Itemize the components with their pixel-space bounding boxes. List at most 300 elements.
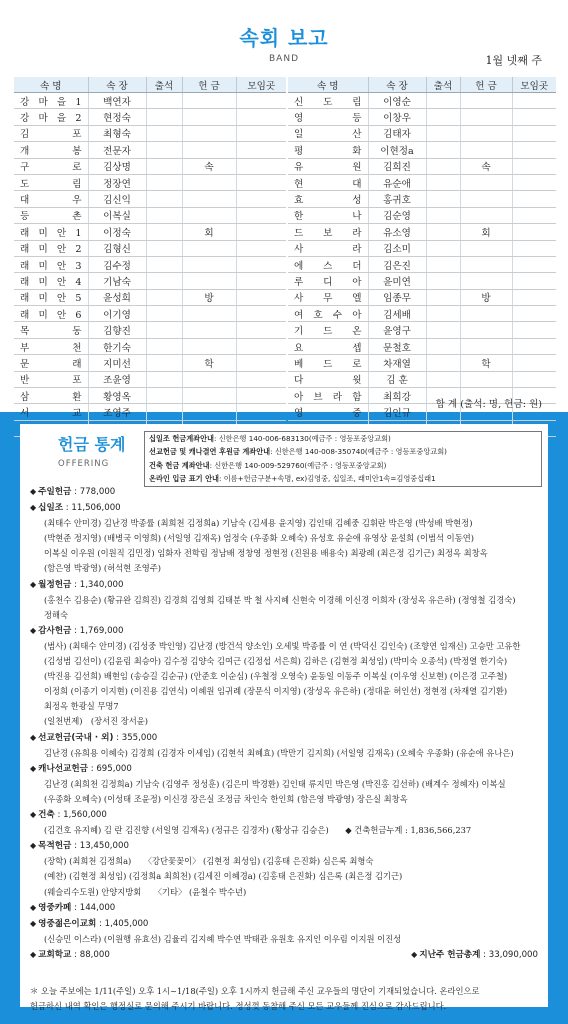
table-cell-name: 한 나 [288, 207, 368, 223]
table-row [288, 355, 556, 371]
diamond-icon: ◆ [411, 950, 418, 959]
bank-account-box [144, 431, 542, 487]
diamond-icon: ◆ [30, 950, 37, 959]
section-header [30, 577, 542, 593]
table-cell-place [512, 109, 556, 125]
table-cell-leader: 김순영 [368, 207, 426, 223]
table-cell-attend [426, 109, 460, 125]
section-header [30, 900, 542, 916]
table-row [288, 273, 556, 289]
section-line: 이복실 이우원 (이원직 김민정) 임화자 전학림 정남배 정창영 정현정 (진원용 배용숙) 최광례 (최은정 김기근) 최정옥 최창옥 [44, 548, 488, 559]
table-cell-leader: 김태자 [368, 125, 426, 141]
diamond-icon: ◆ [30, 810, 37, 820]
table-cell-offering: 방 [182, 289, 236, 305]
table-cell-offering [182, 322, 236, 338]
table-cell-name: 평 화 [288, 142, 368, 158]
section-body [30, 932, 542, 947]
table-cell-name: 에 스 더 [288, 256, 368, 272]
table-cell-leader: 백연자 [88, 93, 146, 109]
table-cell-attend [146, 158, 182, 174]
table-row [288, 93, 556, 109]
table-cell-leader: 김신익 [88, 191, 146, 207]
table-row [14, 404, 286, 420]
table-cell-place [512, 207, 556, 223]
table-cell-attend [426, 158, 460, 174]
table-cell-leader: 이영순 [368, 93, 426, 109]
table-cell-leader: 김상명 [88, 158, 146, 174]
section-amount: : 144,000 [71, 902, 116, 913]
section-amount: : 13,450,000 [71, 841, 129, 852]
table-cell-name: 다 윗 [288, 371, 368, 387]
offering-section [30, 761, 542, 807]
section-line: 최정옥 한광실 무명7 [44, 701, 119, 712]
table-cell-name: 사 무 엘 [288, 289, 368, 305]
table-row [14, 306, 286, 322]
table-cell-attend [426, 191, 460, 207]
table-cell-name: 구 로 [14, 158, 88, 174]
table-cell-offering: 속 [182, 158, 236, 174]
table-cell-offering [460, 322, 512, 338]
table-cell-place [236, 191, 286, 207]
table-row [288, 306, 556, 322]
table-cell-attend [146, 388, 182, 404]
section-line: (우종화 오혜숙) (이성태 조윤정) 이신경 장은실 조정금 차인숙 한인희 (함은영 박광영) 장은실 최창옥 [44, 793, 408, 804]
table-cell-place [236, 240, 286, 256]
offering-section [30, 807, 542, 838]
section-title: 목적헌금 [38, 841, 72, 852]
attendance-table-right [288, 77, 556, 437]
section-line: (함은영 박광영) (허석현 조영주) [44, 563, 162, 574]
table-cell-place [512, 174, 556, 190]
table-cell-offering [182, 256, 236, 272]
table-cell-attend [146, 125, 182, 141]
table-cell-leader: 임종무 [368, 289, 426, 305]
table-cell-attend [146, 355, 182, 371]
table-row [288, 158, 556, 174]
section-line: (홍천수 김용순) (황규완 김희진) 김경희 김영희 김태분 박 철 사지혜 신현숙 이경해 이신경 이희자 (장성옥 유은하) (정영철 김경숙) [44, 594, 516, 605]
section-body [30, 854, 542, 899]
table-cell-offering: 학 [460, 355, 512, 371]
table-cell-leader: 홍귀호 [368, 191, 426, 207]
section-body [30, 823, 542, 838]
table-cell-name: 영 중 [288, 404, 368, 420]
table-row [14, 388, 286, 404]
table-cell-offering [182, 306, 236, 322]
table-cell-attend [146, 240, 182, 256]
section-title: 주일헌금 [38, 487, 72, 497]
column-header: 속 명 [288, 77, 368, 93]
account-text: : 신한은행 140-006-683130(예금주 : 영등포중앙교회) [214, 434, 391, 443]
table-cell-attend [146, 371, 182, 387]
section-line: (장학) (최희천 김정희a) 〈강단꽃꽂이〉 (김현정 최성임) (김홍태 은진화) 심은록 최형숙 [44, 856, 374, 867]
table-cell-attend [146, 306, 182, 322]
table-cell-place [512, 240, 556, 256]
column-header: 속 명 [14, 77, 88, 93]
table-cell-attend [426, 174, 460, 190]
section-title: 교회학교 [38, 950, 72, 960]
section-line: (박진용 김선희) 배현임 (송승길 김순규) (안준호 이순심) (우철정 오영숙) 윤동일 이동주 이복실 (이우영 신보현) (이은경 고주철) [44, 671, 508, 682]
offering-section [30, 838, 542, 899]
diamond-icon: ◆ [30, 732, 37, 742]
table-cell-offering [182, 142, 236, 158]
table-cell-leader: 지미선 [88, 355, 146, 371]
section-line: (예찬) (김현정 최성임) (김정희a 최희천) (김세진 이혜경a) (김홍태 은진화) 심은록 (최은정 김기근) [44, 871, 403, 882]
table-cell-attend [426, 371, 460, 387]
table-row [288, 338, 556, 354]
table-cell-leader: 이창우 [368, 109, 426, 125]
account-text: : 이름+헌금구분+속명, ex)김영중, 십일조, 래미안1속=김영중십래1 [219, 473, 436, 483]
table-row [14, 93, 286, 109]
table-row [288, 322, 556, 338]
table-cell-leader: 김소미 [368, 240, 426, 256]
table-row [288, 142, 556, 158]
table-cell-leader: 윤영구 [368, 322, 426, 338]
account-line [149, 459, 537, 472]
table-cell-leader: 김수정 [88, 256, 146, 272]
section-header [30, 484, 542, 500]
attendance-total: 합 계 (출석: 명, 헌금: 원) [435, 399, 542, 410]
table-cell-attend [426, 125, 460, 141]
table-row [288, 191, 556, 207]
table-cell-attend [146, 256, 182, 272]
table-cell-name: 현 대 [288, 174, 368, 190]
section-header [30, 947, 542, 963]
table-cell-name: 강 마 을 1 [14, 93, 88, 109]
section-amount: : 88,000 [71, 950, 110, 960]
table-cell-attend [146, 322, 182, 338]
table-cell-place [512, 338, 556, 354]
table-cell-name: 래 미 안 1 [14, 224, 88, 240]
column-header: 출석 [146, 77, 182, 93]
table-cell-offering [182, 273, 236, 289]
table-row [14, 371, 286, 387]
diamond-icon: ◆ [30, 918, 37, 928]
table-cell-place [512, 256, 556, 272]
table-cell-name: 강 마 을 2 [14, 109, 88, 125]
table-cell-place [236, 338, 286, 354]
table-cell-name: 서 교 [14, 404, 88, 420]
offering-section [30, 916, 542, 947]
table-row [288, 240, 556, 256]
section-line: (김성범 김선이) (김윤림 최승아) 김수정 김양숙 김여근 (김정섭 서은희) 김하은 (김현정 최성임) (박미숙 오종석) (박정열 한기숙) [44, 656, 508, 667]
table-cell-place [236, 322, 286, 338]
table-row [14, 207, 286, 223]
table-cell-attend [146, 289, 182, 305]
diamond-icon: ◆ [30, 503, 37, 513]
table-cell-place [512, 224, 556, 240]
column-header: 모임곳 [512, 77, 556, 93]
accumulated-title: 지난주 헌금총계 [419, 950, 481, 960]
table-row [14, 109, 286, 125]
offering-subtitle: OFFERING [58, 459, 110, 469]
table-cell-leader: 유소영 [368, 224, 426, 240]
table-cell-attend [426, 240, 460, 256]
account-text: : 신한은행 140-008-350740(예금주 : 영등포중앙교회) [270, 447, 447, 457]
table-cell-name: 아 브 라 함 [288, 388, 368, 404]
table-cell-attend [426, 93, 460, 109]
table-row [14, 273, 286, 289]
table-cell-offering [182, 338, 236, 354]
table-cell-name: 사 라 [288, 240, 368, 256]
section-line: (최태수 안미경) 김난경 박종률 (최희천 김정희a) 기남숙 (김세용 윤지영) 김인태 김혜중 김휘란 박은영 (박성배 박현정) [44, 518, 473, 529]
table-cell-attend [426, 207, 460, 223]
table-cell-place [512, 191, 556, 207]
offering-section [30, 623, 542, 730]
table-row [288, 174, 556, 190]
table-cell-place [236, 289, 286, 305]
table-cell-name: 기 드 온 [288, 322, 368, 338]
section-title: 영중젊은이교회 [38, 918, 97, 929]
table-cell-place [512, 273, 556, 289]
table-cell-place [512, 93, 556, 109]
section-amount: : 355,000 [113, 732, 158, 743]
table-row [14, 224, 286, 240]
table-cell-name: 래 미 안 2 [14, 240, 88, 256]
table-cell-place [236, 158, 286, 174]
table-row [14, 256, 286, 272]
table-cell-name: 래 미 안 4 [14, 273, 88, 289]
table-cell-offering: 회 [182, 224, 236, 240]
table-cell-place [512, 355, 556, 371]
table-cell-name: 베 드 로 [288, 355, 368, 371]
table-cell-offering [182, 125, 236, 141]
table-cell-name: 여 호 수 아 [288, 306, 368, 322]
table-cell-leader: 이정숙 [88, 224, 146, 240]
section-amount: : 1,405,000 [96, 918, 149, 929]
section-line: 정해숙 [44, 609, 69, 620]
table-cell-offering [460, 109, 512, 125]
table-cell-offering [182, 109, 236, 125]
table-cell-leader: 김 훈 [368, 371, 426, 387]
table-cell-leader: 김희진 [368, 158, 426, 174]
table-cell-name: 유 원 [288, 158, 368, 174]
offering-section [30, 947, 542, 963]
table-row [288, 224, 556, 240]
table-cell-name: 래 미 안 5 [14, 289, 88, 305]
diamond-icon: ◆ [30, 841, 37, 851]
table-cell-attend [146, 109, 182, 125]
table-cell-place [236, 273, 286, 289]
table-cell-place [512, 158, 556, 174]
section-line: 이정희 (이종기 이지현) (이진용 김연식) 이혜원 임귀례 (장문식 이지영) (장성옥 유은하) (정대윤 허인선) 정현정 (차재열 김기환) [44, 686, 508, 697]
table-row [14, 240, 286, 256]
section-amount: : 11,506,000 [63, 503, 121, 514]
table-cell-attend [146, 93, 182, 109]
table-cell-offering [460, 240, 512, 256]
table-cell-leader: 최희강 [368, 388, 426, 404]
table-cell-place [236, 256, 286, 272]
table-cell-offering [460, 93, 512, 109]
diamond-icon: ◆ [30, 763, 37, 773]
table-cell-place [236, 207, 286, 223]
table-cell-name: 래 미 안 6 [14, 306, 88, 322]
section-line: 김난경 (최희천 김정희a) 기남숙 (김영주 정성훈) (김은미 박경환) 김인태 류지민 박은영 (박진홍 김선하) (배계수 정혜자) 이복실 [44, 778, 506, 789]
section-body [30, 593, 542, 623]
table-row [14, 142, 286, 158]
offering-section [30, 577, 542, 623]
table-cell-attend [426, 338, 460, 354]
table-row [14, 338, 286, 354]
table-cell-offering [182, 207, 236, 223]
table-cell-offering [182, 93, 236, 109]
note-line: ＊ 오늘 주보에는 1/11(주일) 오후 1시~1/18(주일) 오후 1시까지 헌금해 주신 교우들의 명단이 기재되었습니다. 온라인으로 [30, 986, 480, 996]
offering-section [30, 500, 542, 576]
table-cell-attend [426, 273, 460, 289]
table-cell-name: 반 포 [14, 371, 88, 387]
table-cell-attend [426, 306, 460, 322]
section-amount: : 1,560,000 [54, 810, 107, 821]
table-cell-attend [146, 207, 182, 223]
section-title: 감사헌금 [38, 625, 72, 636]
section-header [30, 916, 542, 932]
table-cell-attend [146, 174, 182, 190]
table-cell-leader: 김인규 [368, 404, 426, 420]
table-cell-leader: 이현정a [368, 142, 426, 158]
table-cell-attend [146, 191, 182, 207]
table-row [14, 322, 286, 338]
section-body [30, 777, 542, 807]
column-header: 속 장 [88, 77, 146, 93]
table-cell-offering [460, 256, 512, 272]
section-header [30, 623, 542, 639]
diamond-icon: ◆ [30, 487, 37, 496]
table-cell-name: 루 디 아 [288, 273, 368, 289]
column-header: 헌 금 [460, 77, 512, 93]
offering-section [30, 730, 542, 761]
table-cell-place [236, 404, 286, 420]
table-cell-leader: 조영주 [88, 404, 146, 420]
accumulated-total [411, 947, 538, 963]
table-cell-attend [426, 256, 460, 272]
table-cell-name: 요 셉 [288, 338, 368, 354]
table-row [14, 125, 286, 141]
account-label: 건축 헌금 계좌안내 [149, 460, 210, 470]
table-row [14, 355, 286, 371]
section-line: 김난경 (유희용 이혜숙) 김경희 (김경자 이세임) (김현석 최혜효) (박만기 김지희) (서일영 김재옥) (오혜숙 우종화) (유순애 유나은) [44, 747, 514, 758]
table-cell-place [236, 224, 286, 240]
section-body [30, 516, 542, 576]
section-title: 캐나선교헌금 [38, 763, 88, 774]
table-row [288, 207, 556, 223]
account-label: 온라인 입금 표기 안내 [149, 473, 219, 483]
table-cell-name: 효 성 [288, 191, 368, 207]
table-cell-name: 문 래 [14, 355, 88, 371]
table-cell-leader: 윤미연 [368, 273, 426, 289]
table-row [14, 174, 286, 190]
table-cell-leader: 정장연 [88, 174, 146, 190]
table-cell-leader: 조윤영 [88, 371, 146, 387]
table-cell-place [512, 142, 556, 158]
table-cell-name: 래 미 안 3 [14, 256, 88, 272]
column-header: 출석 [426, 77, 460, 93]
table-cell-place [236, 174, 286, 190]
offering-card [20, 424, 548, 1011]
table-cell-place [512, 371, 556, 387]
offering-title: 헌금 통계 [58, 435, 126, 454]
table-cell-offering: 방 [460, 289, 512, 305]
week-label: 1월 넷째 주 [485, 54, 542, 67]
table-cell-leader: 김은진 [368, 256, 426, 272]
section-amount: : 778,000 [71, 487, 116, 497]
table-cell-offering [460, 273, 512, 289]
table-cell-offering [460, 142, 512, 158]
table-cell-name: 도 림 [14, 174, 88, 190]
table-cell-leader: 기남숙 [88, 273, 146, 289]
table-cell-name: 신 도 림 [288, 93, 368, 109]
table-cell-offering [182, 174, 236, 190]
column-header: 모임곳 [236, 77, 286, 93]
table-cell-attend [426, 142, 460, 158]
table-cell-offering [182, 371, 236, 387]
column-header: 헌 금 [182, 77, 236, 93]
section-line: (박현준 정지영) (배병국 이영희) (서일영 김재옥) 엄정숙 (우종화 오혜숙) 유성호 유순애 유영상 윤설희 (이범석 이동연) [44, 533, 474, 544]
table-cell-leader: 유순애 [368, 174, 426, 190]
page-subtitle: BAND [269, 54, 299, 64]
table-cell-leader: 김형신 [88, 240, 146, 256]
section-amount: : 1,340,000 [71, 579, 124, 590]
table-cell-attend [146, 338, 182, 354]
table-cell-place [236, 355, 286, 371]
table-cell-offering [460, 338, 512, 354]
table-cell-place [236, 109, 286, 125]
table-cell-leader: 한기숙 [88, 338, 146, 354]
table-cell-attend [146, 142, 182, 158]
table-cell-offering [460, 125, 512, 141]
table-cell-offering [460, 174, 512, 190]
table-row [288, 256, 556, 272]
table-cell-offering [182, 404, 236, 420]
offering-section [30, 484, 542, 500]
table-cell-name: 김 포 [14, 125, 88, 141]
table-cell-offering [182, 191, 236, 207]
table-cell-leader: 이복실 [88, 207, 146, 223]
offering-section [30, 900, 542, 916]
section-line: (김건호 유지혜) 김 란 김진향 (서일영 김재옥) (정규은 김경자) (황상규 김승은) ◆ 건축헌금누계 : 1,836,566,237 [44, 825, 472, 836]
diamond-icon: ◆ [30, 902, 37, 912]
section-line: (웨슬리수도원) 안양지방회 〈기타〉 (윤철수 박수년) [44, 886, 247, 897]
section-header [30, 500, 542, 516]
account-label: 십일조 헌금계좌안내 [149, 434, 214, 443]
offering-note [30, 984, 540, 1014]
section-title: 선교헌금(국내 · 외) [38, 732, 114, 743]
section-amount: : 695,000 [87, 763, 132, 774]
table-cell-place [512, 289, 556, 305]
table-cell-name: 드 보 라 [288, 224, 368, 240]
table-cell-attend [426, 289, 460, 305]
table-cell-offering: 학 [182, 355, 236, 371]
account-label: 선교헌금 및 캐나결연 후원금 계좌안내 [149, 447, 271, 457]
table-cell-place [236, 125, 286, 141]
table-cell-name: 목 동 [14, 322, 88, 338]
section-header [30, 761, 542, 777]
table-cell-offering [460, 207, 512, 223]
table-cell-leader: 최형숙 [88, 125, 146, 141]
section-header [30, 807, 542, 823]
section-body [30, 639, 542, 730]
section-title: 건축 [38, 810, 55, 821]
table-cell-attend [426, 224, 460, 240]
table-cell-place [512, 322, 556, 338]
table-cell-place [236, 371, 286, 387]
table-cell-attend [146, 404, 182, 420]
section-header [30, 730, 542, 746]
section-title: 월정헌금 [38, 579, 72, 590]
section-line: (범사) (최태수 안미경) (김성중 박인영) 김난경 (방건석 양소인) 오세빛 박종률 이 연 (박덕신 김인숙) (조향연 임재신) 고승만 고유한 [44, 640, 521, 651]
table-cell-leader: 윤성희 [88, 289, 146, 305]
table-row [288, 289, 556, 305]
section-title: 십일조 [38, 503, 64, 514]
table-cell-attend [146, 273, 182, 289]
